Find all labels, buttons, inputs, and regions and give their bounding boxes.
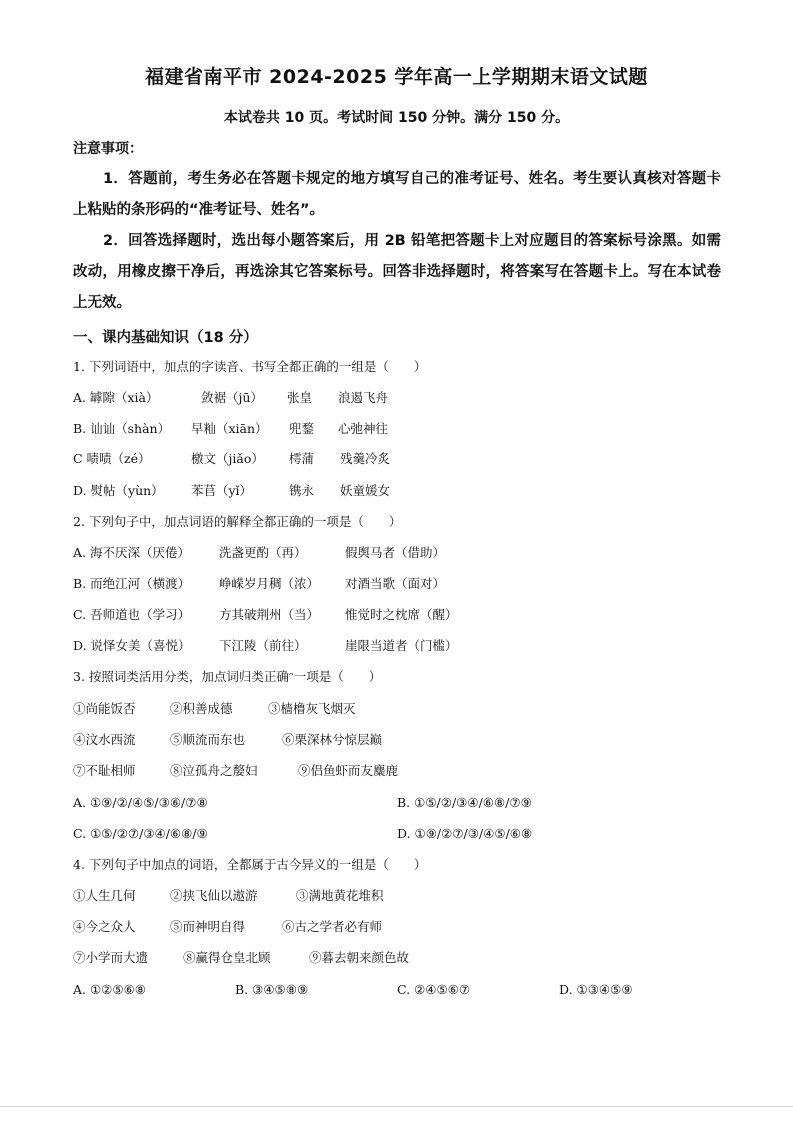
option-a	[73, 390, 388, 406]
option-part: 惟觉时之枕席（醒）	[345, 607, 458, 622]
option-part: 檄文（jiǎo）	[191, 451, 264, 466]
option-d: D. ①⑨/②⑦/③/④⑤/⑥⑧	[397, 826, 533, 841]
option-b: B. ③④⑤⑧⑨	[235, 982, 309, 997]
page-title: 福建省南平市 2024-2025 学年高一上学期期末语文试题	[145, 66, 648, 88]
option-part: 假舆马者（借助）	[345, 545, 446, 560]
item: ⑧泣孤舟之嫠妇	[170, 763, 258, 778]
option-part: D. 熨帖（yùn）	[73, 483, 164, 498]
option-b	[73, 576, 445, 592]
option-d	[73, 638, 458, 654]
page-bottom-rule	[0, 1106, 793, 1107]
item-row	[73, 950, 409, 966]
item: ⑨暮去朝来颜色故	[309, 950, 410, 965]
option-part: 对酒当歌（面对）	[345, 576, 446, 591]
item-row	[73, 763, 398, 779]
item: ③满地黄花堆积	[296, 888, 384, 903]
option-part: 妖童媛女	[340, 483, 391, 498]
exam-info: 本试卷共 10 页。考试时间 150 分钟。满分 150 分。	[223, 110, 570, 126]
option-a	[73, 545, 445, 561]
option-part: A. 罅隙（xià）	[73, 390, 159, 405]
option-part: A. 海不厌深（厌倦）	[73, 545, 190, 560]
option-part: 早籼（xiān）	[191, 421, 268, 436]
option-part: 浪遏飞舟	[338, 390, 389, 405]
option-part: 敛裾（jū）	[201, 390, 263, 405]
option-c: C. ①⑤/②⑦/③④/⑥⑧/⑨	[73, 826, 208, 841]
item: ②挟飞仙以遨游	[170, 888, 258, 903]
item: ⑤而神明自得	[170, 919, 246, 934]
item: ①尚能饭否	[73, 701, 136, 716]
option-part: 樗蒲	[289, 451, 315, 466]
item: ①人生几何	[73, 888, 136, 903]
item: ⑧赢得仓皇北顾	[183, 950, 271, 965]
item: ⑦小学而大遗	[73, 950, 149, 965]
item: ⑨侣鱼虾而友麋鹿	[298, 763, 399, 778]
option-part: 镌永	[289, 483, 315, 498]
option-part: 下江陵（前往）	[219, 638, 307, 653]
option-c: C. ②④⑤⑥⑦	[397, 982, 471, 997]
option-part: 心弛神往	[338, 421, 389, 436]
option-part: 兜鍪	[289, 421, 315, 436]
item: ④今之众人	[73, 919, 136, 934]
option-b	[73, 421, 388, 437]
option-row	[73, 795, 532, 811]
option-d	[73, 483, 390, 499]
item: ⑦不耻相师	[73, 763, 136, 778]
item-row	[73, 701, 356, 717]
item: ⑥栗深林兮惊层巅	[282, 732, 383, 747]
option-part: 残羹冷炙	[340, 451, 391, 466]
item-row	[73, 919, 382, 935]
option-part: 峥嵘岁月稠（浓）	[219, 576, 320, 591]
option-part: 崖限当道者（门槛）	[345, 638, 458, 653]
note-item-1: 1．答题前，考生务必在答题卡规定的地方填写自己的准考证号、姓名。考生要认真核对答题卡上粘贴的条形码的“准考证号、姓名”。	[73, 171, 721, 218]
option-a: A. ①②⑤⑥⑧	[73, 982, 147, 997]
option-row	[73, 982, 633, 998]
item: ③樯橹灰飞烟灭	[268, 701, 356, 716]
option-a: A. ①⑨/②/④⑤/③⑥/⑦⑧	[73, 795, 208, 810]
item-row	[73, 888, 384, 904]
option-d: D. ①③④⑤⑨	[559, 982, 633, 997]
question-stem: 4. 下列句子中加点的词语，全都属于古今异义的一组是（ ）	[73, 857, 427, 872]
item: ④汶水西流	[73, 732, 136, 747]
option-part: C. 吾师道也（学习）	[73, 607, 191, 622]
option-part: 方其破荆州（当）	[219, 607, 320, 622]
question-stem: 3. 按照词类活用分类，加点词归类正确ᵔ一项是（ ）	[73, 669, 382, 684]
item: ⑥古之学者必有师	[282, 919, 383, 934]
option-b: B. ①⑤/②/③④/⑥⑧/⑦⑨	[397, 795, 532, 810]
item: ⑤顺流而东也	[170, 732, 246, 747]
section-heading: 一、课内基础知识（18 分）	[73, 330, 258, 346]
option-row	[73, 826, 532, 842]
note-item-2: 2．回答选择题时，选出每小题答案后，用 2B 铅笔把答题卡上对应题目的答案标号涂黑。如需改动，用橡皮擦干净后，再选涂其它答案标号。回答非选择题时，将答案写在答题卡上。写在本试卷上无效。	[73, 233, 721, 311]
option-part: 苯苢（yǐ）	[191, 483, 253, 498]
option-part: B. 而绝江河（横渡）	[73, 576, 191, 591]
option-part: D. 说怿女美（喜悦）	[73, 638, 191, 653]
question-stem: 1. 下列词语中，加点的字读音、书写全都正确的一组是（ ）	[73, 359, 427, 374]
option-c	[73, 451, 390, 467]
option-part: 洗盏更酌（再）	[219, 545, 307, 560]
option-part: 张皇	[287, 390, 313, 405]
notes-heading: 注意事项：	[73, 141, 143, 157]
item-row	[73, 732, 382, 748]
question-stem: 2. 下列句子中，加点词语的解释全都正确的一项是（ ）	[73, 514, 402, 529]
option-c	[73, 607, 458, 623]
option-part: C 啧啧（zé）	[73, 451, 151, 466]
option-part: B. 讪讪（shàn）	[73, 421, 171, 436]
item: ②积善成德	[170, 701, 233, 716]
